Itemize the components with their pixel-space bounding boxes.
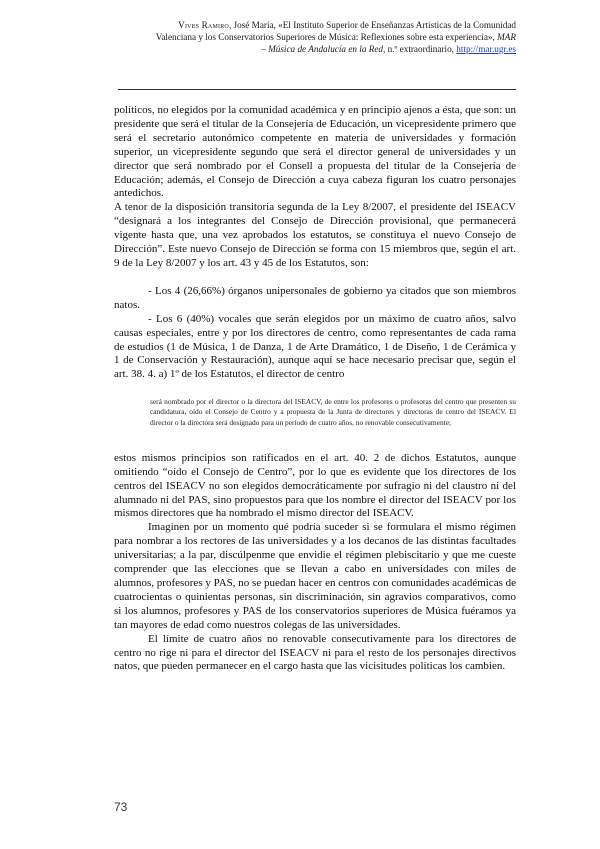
header-line-2 xyxy=(110,32,516,44)
list-item: - Los 6 (40%) vocales que serán elegidos por un máximo de cuatro años, salvo causas especiales, entre y por los directores de centro, como representantes de cada rama de estudios (1 de Música, 1 de Danza, 1 de Arte Dramático, 1 de Diseño, 1 de Cerámica y 1 de Conservación y Restauración), aunque aquí se hace necesario precisar que, según el art. 38. 4. a) 1º de los Estatutos, el director de centro xyxy=(114,312,516,381)
after-quote-text xyxy=(114,452,516,675)
block-quote: será nombrado por el director o la directora del ISEACV, de entre los profesores o profesoras del centro que presenten su candidatura, oído el Consejo de Centro y a propuesta de la Junta de directores y directoras de centro del ISEACV. El director o la directora será designado para un período de cuatro años, no renovable consecutivamente; xyxy=(150,397,516,427)
paragraph-3: estos mismos principios son ratificados en el art. 40. 2 de dichos Estatutos, aunque omitiendo “oído el Consejo de Centro”, por lo que es evidente que los directores de los centros del ISEACV no son elegidos democráticamente por sufragio ni del claustro ni del alumnado ni del PAS, sino propuestos para que los nombre el director del ISEACV por los mismos directores que ha nombrado el mismo director del ISEACV. xyxy=(114,451,516,520)
running-header xyxy=(110,20,516,55)
members-list xyxy=(114,285,516,382)
header-divider xyxy=(118,89,516,90)
header-line-3 xyxy=(110,44,516,56)
journal-name: Música de Andalucía en la Red xyxy=(268,43,384,54)
paragraph-5: El límite de cuatro años no renovable consecutivamente para los directores de centro no rige ni para el director del ISEACV ni para el resto de los personajes directivos natos, que pueden permanecer en el cargo hasta que las vicisitudes políticas los cambien. xyxy=(114,632,516,673)
body-text xyxy=(114,104,516,674)
header-issue: , n.º extraordinario, xyxy=(383,43,457,54)
journal-abbreviation: MAR xyxy=(497,31,516,42)
journal-link[interactable]: http://mar.ugr.es xyxy=(456,43,516,54)
header-title-part1: , José María, «El Instituto Superior de Enseñanzas Artísticas de la Comunidad xyxy=(228,20,516,30)
page-number: 73 xyxy=(114,800,128,814)
list-item: - Los 4 (26,66%) órganos unipersonales de gobierno ya citados que son miembros natos. xyxy=(114,284,516,311)
header-line-1 xyxy=(110,20,516,32)
header-title-part2: Valenciana y los Conservatorios Superiores de Música: Reflexiones sobre esta experiencia», xyxy=(155,31,498,42)
header-dash: – xyxy=(261,43,269,54)
header-author: Vives Ramiro xyxy=(178,20,229,30)
paragraph-1: políticos, no elegidos por la comunidad académica y en principio ajenos a ésta, que son: un presidente que será el titular de la Consejería de Educación, un vicepresidente primero que será el secretario autonómico competente en materia de universidades y formación superior, un vicepresidente segundo que será el director general de universidades y un director que será nombrado por el Consell a propuesta del titular de la Consejería de Educación; además, el Consejo de Dirección a cuya cabeza figuran los cuatro personajes antedichos. xyxy=(114,104,516,200)
paragraph-2: A tenor de la disposición transitoria segunda de la Ley 8/2007, el presidente del ISEACV “designará a los integrantes del Consejo de Dirección provisional, que permanecerá vigente hasta que, una vez aprobados los estatutos, se constituya el nuevo Consejo de Dirección”. Este nuevo Consejo de Dirección se forma con 15 miembros que, según el art. 9 de la Ley 8/2007 y los art. 43 y 45 de los Estatutos, son: xyxy=(114,201,516,269)
paragraph-4: Imaginen por un momento qué podría suceder si se formulara el mismo régimen para nombrar a los rectores de las universidades y a los decanos de las distintas facultades universitarias; a la par, discúlpenme que envidie el régimen plebiscitario y que me cueste comprender que las elecciones que se llevan a cabo en universidades con miles de alumnos, profesores y PAS, no se puedan hacer en centros con comunidades académicas de cuatrocientas o quinientas personas, sin discriminación, sin agravios comparativos, como si los alumnos, profesores y PAS de los conservatorios superiores de Música fuéramos ya tan mayores de edad como nuestros colegas de las universidades. xyxy=(114,521,516,631)
